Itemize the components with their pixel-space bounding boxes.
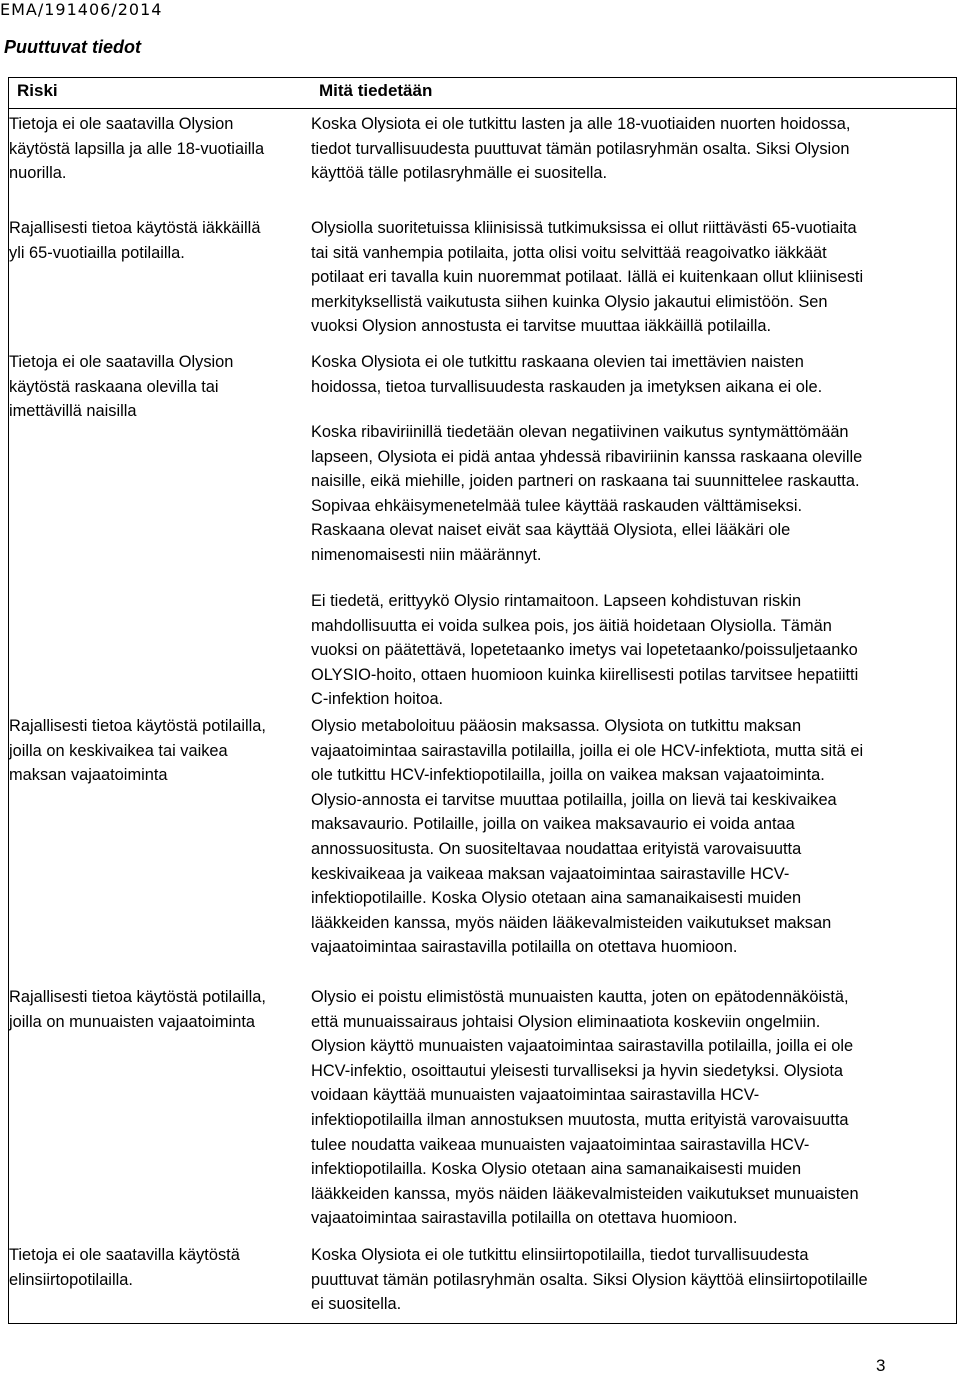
page-number: 3 <box>876 1356 886 1375</box>
row-pregnancy-known-3: Ei tiedetä, erittyykö Olysio rintamaitoon. Lapseen kohdistuvan riskin mahdollisuutta ei voida sulkea pois, jos äitiä hoidetaan Olysiolla. Tämän vuoksi on päätettävä, lopetetaanko imetys vai lopetetaanko/poissuljetaanko OLYSIO-hoito, ottaen huomioon kuinka kiirellisesti potilas tarvitsee hepatiitti C-infektion hoitoa. <box>311 592 859 709</box>
row-elderly-known: Olysiolla suoritetuissa kliinisissä tutkimuksissa ei ollut riittävästi 65-vuotiaita tai sitä vanhempia potilaita, jotta olisi voitu selvittää reagoivatko iäkkäät potilaat eri tavalla kuin nuoremmat potilaat. Iällä ei kuitenkaan ollut kliinisesti merkityksellistä vaikutusta siihen kuinka Olysio jakautui elimistöön. Sen vuoksi Olysion annostusta ei tarvitse muuttaa iäkkäillä potilailla. <box>311 219 864 336</box>
row-hepatic-risk: Rajallisesti tietoa käytöstä potilailla, joilla on keskivaikea tai vaikea maksan vajaatoiminta <box>9 717 266 785</box>
header-risk: Riski <box>17 81 58 100</box>
row-pregnancy-risk: Tietoja ei ole saatavilla Olysion käytöstä raskaana olevilla tai imettävillä naisilla <box>9 353 234 421</box>
row-renal-risk: Rajallisesti tietoa käytöstä potilailla, joilla on munuaisten vajaatoiminta <box>9 988 266 1031</box>
row-transplant-risk: Tietoja ei ole saatavilla käytöstä elinsiirtopotilailla. <box>9 1246 240 1289</box>
row-elderly-risk: Rajallisesti tietoa käytöstä iäkkäillä yli 65-vuotiailla potilailla. <box>9 219 261 262</box>
row-pregnancy-known-2: Koska ribaviriinillä tiedetään olevan negatiivinen vaikutus syntymättömään lapseen, Olysiota ei pidä antaa yhdessä ribaviriinin kanssa raskaana oleville naisille, eikä miehille, joiden partneri on raskaana tai suunnittelee raskautta. Sopivaa ehkäisymenetelmää tulee käyttää raskauden välttämiseksi. Raskaana olevat naiset eivät saa käyttää Olysiota, ellei lääkäri ole nimenomaisesti niin määrännyt. <box>311 423 863 564</box>
row-hepatic-known: Olysio metaboloituu pääosin maksassa. Olysiota on tutkittu maksan vajaatoimintaa sairastavilla potilailla, joilla ei ole HCV-infektiota, mutta sitä ei ole tutkittu HCV-infektiopotilailla, joilla on vaikea maksan vajaatoiminta. Olysio-annosta ei tarvitse muuttaa potilailla, joilla on lievä tai keskivaikea maksavaurio. Potilaille, joilla on vaikea maksavaurio ei voida antaa annossuositusta. On suositeltavaa noudattaa erityistä varovaisuutta keskivaikeaa ja vaikeaa maksan vajaatoimintaa sairastaville HCV- infektiopotilaille. Koska Olysio otetaan aina samanaikaisesti muiden lääkkeiden kanssa, myös näiden lääkevalmisteiden vaikutukset maksan vajaatoimintaa sairastavilla potilailla on otettava huomioon. <box>311 717 864 957</box>
row-children-risk: Tietoja ei ole saatavilla Olysion käytöstä lapsilla ja alle 18-vuotiailla nuorilla. <box>9 115 265 183</box>
row-pregnancy-known-1: Koska Olysiota ei ole tutkittu raskaana olevien tai imettävien naisten hoidossa, tietoa turvallisuudesta raskauden ja imetyksen aikana ei ole. <box>311 353 823 396</box>
row-children-known: Koska Olysiota ei ole tutkittu lasten ja alle 18-vuotiaiden nuorten hoidossa, tiedot turvallisuudesta puuttuvat tämän potilasryhmän osalta. Siksi Olysion käyttöä tälle potilasryhmälle ei suositella. <box>311 115 851 183</box>
row-transplant-known: Koska Olysiota ei ole tutkittu elinsiirtopotilailla, tiedot turvallisuudesta puuttuvat tämän potilasryhmän osalta. Siksi Olysion käyttöä elinsiirtopotilaille ei suositella. <box>311 1246 868 1314</box>
header-known: Mitä tiedetään <box>319 81 433 100</box>
document-id: EMA/191406/2014 <box>0 0 163 19</box>
section-title: Puuttuvat tiedot <box>4 37 141 57</box>
table-header-row <box>8 77 957 108</box>
row-renal-known: Olysio ei poistu elimistöstä munuaisten kautta, joten on epätodennäköistä, että munuaissairaus johtaisi Olysion eliminaatiota koskeviin ongelmiin. Olysion käyttö munuaisten vajaatoimintaa sairastavilla potilailla, joilla ei ole HCV-infektio, osoittautui yleisesti turvalliseksi ja hyvin siedetyksi. Olysiota voidaan käyttää munuaisten vajaatoimintaa sairastavilla HCV- infektiopotilailla ilman annostuksen muutosta, mutta erityistä varovaisuutta tulee noudatta vaikeaa munuaisten vajaatoimintaa sairastavilla HCV- infektiopotilailla. Koska Olysio otetaan aina samanaikaisesti muiden lääkkeiden kanssa, myös näiden lääkevalmisteiden vaikutukset munuaisten vajaatoimintaa sairastavilla potilailla on otettava huomioon. <box>311 988 859 1228</box>
